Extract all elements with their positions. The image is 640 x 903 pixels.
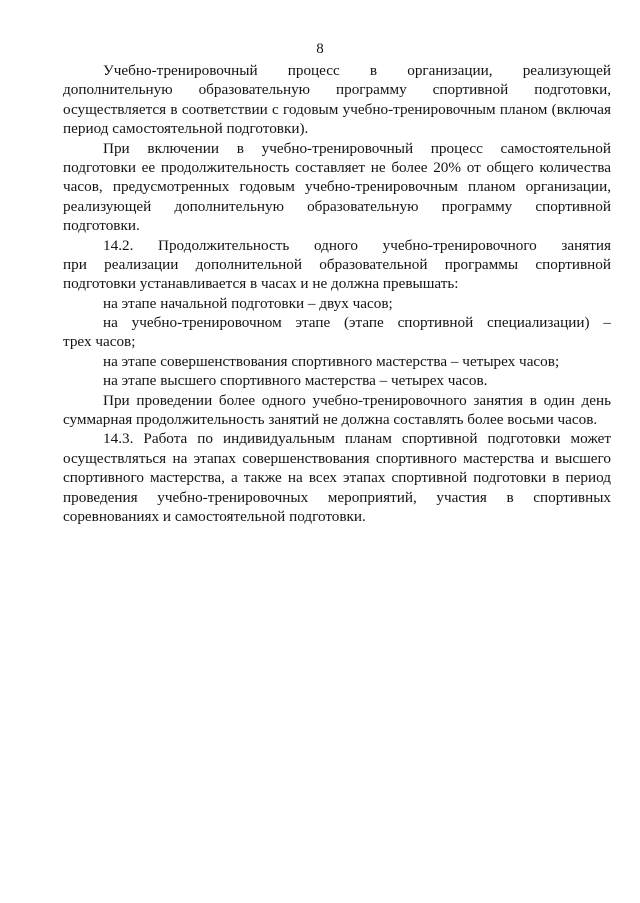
text-line: реализующей дополнительную образовательную программу спортивной: [63, 197, 611, 215]
text-line: дополнительную образовательную программу спортивной подготовки,: [63, 81, 611, 99]
text-line: подготовки устанавливается в часах и не должна превышать:: [63, 275, 459, 293]
text-line: трех часов;: [63, 333, 136, 351]
text-line: при реализации дополнительной образовательной программы спортивной: [63, 255, 611, 273]
text-line: на учебно-тренировочном этапе (этапе спортивной специализации) –: [103, 314, 611, 332]
page-number: 8: [316, 41, 324, 57]
text-line: осуществляться на этапах совершенствования спортивного мастерства и высшего: [63, 449, 611, 467]
text-line: подготовки.: [63, 217, 140, 235]
text-line: проведения учебно-тренировочных мероприятий, участия в спортивных: [63, 488, 611, 506]
text-line: на этапе совершенствования спортивного мастерства – четырех часов;: [103, 352, 560, 370]
text-line: подготовки ее продолжительность составляет не более 20% от общего количества: [63, 158, 611, 176]
text-line: 14.3. Работа по индивидуальным планам спортивной подготовки может: [103, 430, 611, 448]
text-line: спортивного мастерства, а также на всех этапах спортивной подготовки в период: [63, 469, 611, 487]
text-line: на этапе высшего спортивного мастерства – четырех часов.: [103, 372, 488, 390]
document-body: [63, 61, 611, 526]
text-line: суммарная продолжительность занятий не должна составлять более восьми часов.: [63, 411, 598, 429]
text-line: При проведении более одного учебно-тренировочного занятия в один день: [103, 391, 611, 409]
text-line: период самостоятельной подготовки).: [63, 120, 309, 138]
text-line: Учебно-тренировочный процесс в организации, реализующей: [103, 62, 611, 79]
text-line: соревнованиях и самостоятельной подготовки.: [63, 507, 366, 525]
text-line: на этапе начальной подготовки – двух часов;: [103, 294, 393, 312]
text-line: При включении в учебно-тренировочный процесс самостоятельной: [103, 139, 611, 157]
text-line: часов, предусмотренных годовым учебно-тренировочным планом организации,: [63, 178, 611, 196]
text-line: 14.2. Продолжительность одного учебно-тренировочного занятия: [103, 236, 611, 254]
text-line: осуществляется в соответствии с годовым учебно-тренировочным планом (включая: [63, 100, 611, 118]
